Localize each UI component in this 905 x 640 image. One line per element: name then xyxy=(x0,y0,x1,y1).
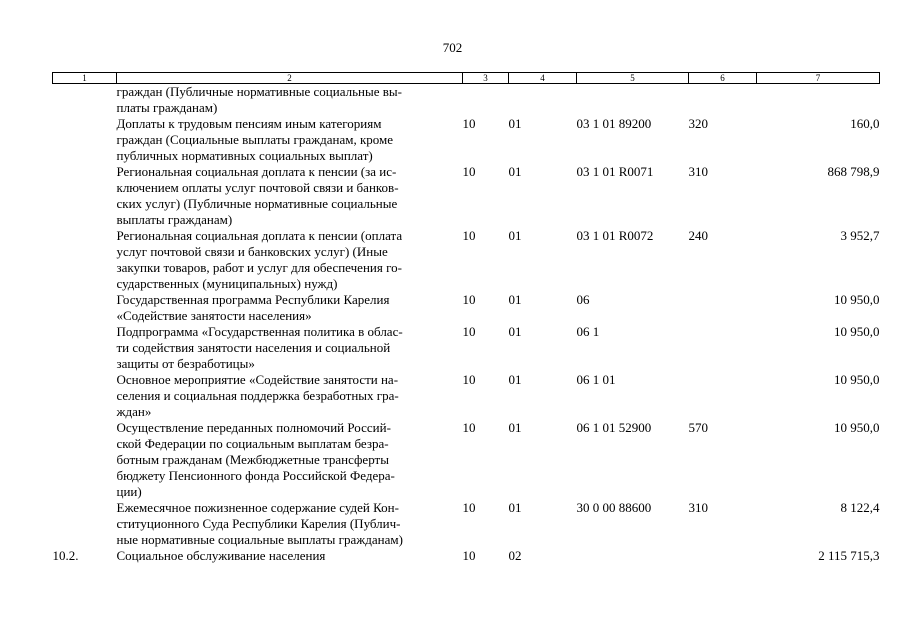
row-name xyxy=(117,324,463,372)
row-name-line: Региональная социальная доплата к пенсии (за ис- xyxy=(116,164,397,179)
row-name-line: ских услуг) (Публичные нормативные социальные xyxy=(116,196,398,211)
row-number xyxy=(53,84,117,117)
row-name-line: Государственная программа Республики Карелия xyxy=(116,292,390,307)
row-number xyxy=(53,372,117,420)
row-name xyxy=(117,372,463,420)
table-header xyxy=(53,73,880,84)
header-col-3: 3 xyxy=(463,73,509,84)
row-name-line: селения и социальная поддержка безработных гра- xyxy=(116,388,399,403)
row-name-line: граждан (Социальные выплаты гражданам, кроме xyxy=(116,132,394,147)
row-number xyxy=(53,292,117,324)
row-name-line: ные нормативные социальные выплаты гражданам) xyxy=(116,532,403,547)
row-name-line: Ежемесячное пожизненное содержание судей Кон- xyxy=(116,500,399,515)
section-code: 10 xyxy=(462,548,476,563)
target-article-code xyxy=(577,548,689,564)
target-article-code: 30 0 00 88600 xyxy=(576,500,652,515)
row-name-line: сударственных (муниципальных) нужд) xyxy=(116,276,338,291)
row-number: 10.2. xyxy=(52,548,79,563)
amount: 10 950,0 xyxy=(834,420,880,435)
header-col-6: 6 xyxy=(689,73,757,84)
row-name-line: платы гражданам) xyxy=(116,100,218,115)
table-row xyxy=(53,420,880,500)
table-row xyxy=(53,116,880,164)
section-code: 10 xyxy=(462,116,476,131)
target-article-code xyxy=(577,84,689,117)
row-name xyxy=(117,228,463,292)
target-article-code: 06 1 01 xyxy=(576,372,616,387)
section-code xyxy=(463,84,509,117)
section-code: 10 xyxy=(462,292,476,307)
row-number xyxy=(53,164,117,228)
amount: 10 950,0 xyxy=(834,292,880,307)
subsection-code: 01 xyxy=(508,324,522,339)
row-name-line: ждан» xyxy=(116,404,152,419)
row-name xyxy=(117,164,463,228)
row-name-line: публичных нормативных социальных выплат) xyxy=(116,148,373,163)
row-name xyxy=(117,84,463,117)
expense-type-code xyxy=(689,292,757,324)
row-name-line: защиты от безработицы» xyxy=(116,356,255,371)
table-row xyxy=(53,84,880,117)
row-number xyxy=(53,500,117,548)
row-number xyxy=(53,420,117,500)
table-row xyxy=(53,324,880,372)
amount: 10 950,0 xyxy=(834,324,880,339)
table-row xyxy=(53,500,880,548)
amount: 868 798,9 xyxy=(827,164,880,179)
target-article-code: 03 1 01 89200 xyxy=(576,116,652,131)
target-article-code: 06 1 xyxy=(576,324,600,339)
expense-type-code: 310 xyxy=(688,164,708,179)
expense-type-code xyxy=(689,548,757,564)
subsection-code: 01 xyxy=(508,420,522,435)
row-name-line: Региональная социальная доплата к пенсии (оплата xyxy=(116,228,403,243)
header-col-2: 2 xyxy=(117,73,463,84)
row-name-line: услуг почтовой связи и банковских услуг) (Иные xyxy=(116,244,388,259)
target-article-code: 06 xyxy=(576,292,590,307)
row-name-line: Социальное обслуживание населения xyxy=(116,548,326,563)
row-name-line: Доплаты к трудовым пенсиям иным категориям xyxy=(116,116,382,131)
table-row xyxy=(53,372,880,420)
header-col-5: 5 xyxy=(577,73,689,84)
section-code: 10 xyxy=(462,164,476,179)
section-code: 10 xyxy=(462,500,476,515)
subsection-code: 01 xyxy=(508,500,522,515)
table-row xyxy=(53,548,880,564)
header-col-7: 7 xyxy=(757,73,880,84)
row-number xyxy=(53,116,117,164)
target-article-code: 06 1 01 52900 xyxy=(576,420,652,435)
page-number: 702 xyxy=(442,40,463,55)
row-name xyxy=(117,548,463,564)
row-name-line: ботным гражданам (Межбюджетные трансферты xyxy=(116,452,389,467)
section-code: 10 xyxy=(462,420,476,435)
subsection-code: 01 xyxy=(508,292,522,307)
row-name-line: бюджету Пенсионного фонда Российской Федера- xyxy=(116,468,395,483)
table-body xyxy=(53,84,880,565)
table-row xyxy=(53,228,880,292)
row-name-line: ской Федерации по социальным выплатам безра- xyxy=(116,436,389,451)
amount: 3 952,7 xyxy=(840,228,880,243)
budget-table xyxy=(52,72,880,564)
expense-type-code: 570 xyxy=(688,420,708,435)
amount: 8 122,4 xyxy=(840,500,880,515)
amount: 10 950,0 xyxy=(834,372,880,387)
row-number xyxy=(53,228,117,292)
expense-type-code: 310 xyxy=(688,500,708,515)
row-name-line: ти содействия занятости населения и социальной xyxy=(116,340,391,355)
header-col-4: 4 xyxy=(509,73,577,84)
row-name-line: ституционного Суда Республики Карелия (Публич- xyxy=(116,516,401,531)
expense-type-code xyxy=(689,324,757,372)
expense-type-code: 320 xyxy=(688,116,708,131)
table-row xyxy=(53,292,880,324)
row-name-line: граждан (Публичные нормативные социальные вы- xyxy=(116,84,402,99)
subsection-code xyxy=(509,84,577,117)
row-name-line: Подпрограмма «Государственная политика в облас- xyxy=(116,324,403,339)
section-code: 10 xyxy=(462,324,476,339)
amount: 160,0 xyxy=(850,116,880,131)
row-name-line: закупки товаров, работ и услуг для обеспечения го- xyxy=(116,260,402,275)
row-name-line: ции) xyxy=(116,484,142,499)
row-name-line: «Содействие занятости населения» xyxy=(116,308,312,323)
expense-type-code xyxy=(689,84,757,117)
subsection-code: 02 xyxy=(508,548,522,563)
section-code: 10 xyxy=(462,372,476,387)
row-name-line: ключением оплаты услуг почтовой связи и банков- xyxy=(116,180,399,195)
row-name xyxy=(117,292,463,324)
header-col-1: 1 xyxy=(53,73,117,84)
amount xyxy=(757,84,880,117)
subsection-code: 01 xyxy=(508,164,522,179)
row-name xyxy=(117,116,463,164)
header-row xyxy=(53,73,880,84)
target-article-code: 03 1 01 R0072 xyxy=(576,228,654,243)
expense-type-code xyxy=(689,372,757,420)
subsection-code: 01 xyxy=(508,116,522,131)
table-row xyxy=(53,164,880,228)
target-article-code: 03 1 01 R0071 xyxy=(576,164,654,179)
subsection-code: 01 xyxy=(508,228,522,243)
row-name xyxy=(117,500,463,548)
amount: 2 115 715,3 xyxy=(818,548,880,563)
row-name-line: выплаты гражданам) xyxy=(116,212,233,227)
row-name-line: Основное мероприятие «Содействие занятости на- xyxy=(116,372,399,387)
subsection-code: 01 xyxy=(508,372,522,387)
row-name-line: Осуществление переданных полномочий Россий- xyxy=(116,420,391,435)
row-number xyxy=(53,324,117,372)
section-code: 10 xyxy=(462,228,476,243)
expense-type-code: 240 xyxy=(688,228,708,243)
row-name xyxy=(117,420,463,500)
